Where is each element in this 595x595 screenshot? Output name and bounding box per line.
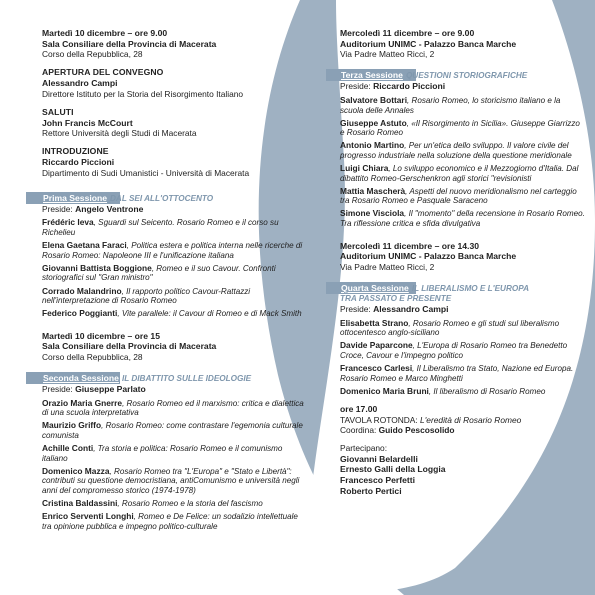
chair-label: Preside: — [340, 304, 371, 315]
apertura-name: Alessandro Campi — [42, 78, 118, 89]
chair-label: Preside: — [42, 384, 73, 395]
talk-entry — [42, 399, 304, 418]
intro-heading: INTRODUZIONE — [42, 146, 109, 157]
speaker-name: Simone Visciola — [340, 208, 405, 219]
talk-title: , Tra storia e politica: Rosario Romeo e il comunismo italiano — [42, 444, 283, 463]
chair-name: Giuseppe Parlato — [75, 384, 146, 395]
talk-title: , Per un'etica dello sviluppo. Il valore civile del progresso industriale nella soluzione della questione meridionale — [340, 141, 572, 160]
session-2-label: Seconda Sessione — [43, 373, 119, 384]
session-1-theme: DAL SEI ALL'OTTOCENTO — [110, 193, 214, 203]
session-3-talks — [340, 96, 585, 229]
day1b-venue: Sala Consiliare della Provincia di Macerata — [42, 341, 217, 352]
tavola-coordinator — [340, 425, 585, 435]
day1b-date: Martedì 10 dicembre – ore 15 — [42, 330, 160, 341]
session-4-header — [340, 282, 585, 294]
speaker-name: Corrado Malandrino — [42, 285, 122, 296]
tavola-title: L'eredità di Rosario Romeo — [417, 414, 522, 425]
talk-entry — [340, 119, 585, 138]
talk-title: , «Il Risorgimento in Sicilia». Giuseppe Giarrizzo e Rosario Romeo — [340, 118, 580, 138]
intro-name: Riccardo Piccioni — [42, 157, 115, 168]
speaker-name: Enrico Serventi Longhi — [42, 511, 134, 522]
talk-entry — [42, 264, 304, 283]
session-4-label: Quarta Sessione — [341, 283, 409, 294]
session-2-header — [42, 372, 304, 384]
talk-entry — [42, 218, 304, 237]
participant-name: Giovanni Belardelli — [340, 453, 418, 464]
chair-label: Preside: — [340, 81, 371, 92]
saluti-role: Rettore Università degli Studi di Macerata — [42, 128, 197, 139]
coord-label: Coordina: — [340, 425, 377, 436]
session-1-header — [42, 192, 304, 204]
apertura-role: Direttore Istituto per la Storia del Risorgimento Italiano — [42, 88, 244, 99]
day2b-date: Mercoledì 11 dicembre – ore 14.30 — [340, 240, 480, 251]
speaker-name: Elisabetta Strano — [340, 317, 409, 328]
talk-title: , Rosario Romeo tra "L'Europa" e "Stato e Libertà": contributi su questione democristiana, antiComunismo e università negli anni del compromesso storico (1974-1978) — [42, 466, 300, 496]
day1-venue: Sala Consiliare della Provincia di Macerata — [42, 38, 217, 49]
tavola-line — [340, 415, 585, 425]
day2-address: Via Padre Matteo Ricci, 2 — [340, 49, 435, 60]
day2b-address: Via Padre Matteo Ricci, 2 — [340, 261, 435, 272]
day2b-venue: Auditorium UNIMC - Palazzo Banca Marche — [340, 251, 517, 262]
talk-entry — [42, 444, 304, 463]
talk-entry — [340, 96, 585, 115]
speaker-name: Achille Conti — [42, 443, 94, 454]
session-3-label: Terza Sessione — [341, 70, 403, 81]
apertura-heading: APERTURA DEL CONVEGNO — [42, 67, 164, 78]
participant-name: Roberto Pertici — [340, 485, 402, 496]
speaker-name: Maurizio Griffo — [42, 420, 102, 431]
talk-title: , Romeo e il suo Cavour. Confronti storiografici sul "Gran ministro" — [42, 263, 276, 283]
talk-title: , Lo sviluppo economico e il Mezzogiorno d'Italia. Dal dibattito Romeo-Gerschenkron agli storici "revisionisti — [340, 164, 579, 183]
session-1-chair — [42, 204, 304, 215]
session-4-theme-line2: TRA PASSATO E PRESENTE — [340, 294, 452, 304]
talk-title: , Vite parallele: il Cavour di Romeo e di Mack Smith — [117, 309, 302, 319]
intro-role: Dipartimento di Sudi Umanistici - Università di Macerata — [42, 167, 250, 178]
talk-entry — [42, 421, 304, 440]
session-3-chair — [340, 81, 585, 92]
day1-date: Martedì 10 dicembre – ore 9.00 — [42, 28, 168, 38]
talk-entry — [42, 287, 304, 306]
session-2-talks — [42, 399, 304, 532]
session-2-chair — [42, 384, 304, 395]
session-4-talks — [340, 319, 585, 397]
speaker-name: Orazio Maria Gnerre — [42, 397, 123, 408]
program-left-column — [42, 28, 304, 531]
speaker-name: Elena Gaetana Faraci — [42, 240, 127, 251]
day1b-address: Corso della Repubblica, 28 — [42, 351, 143, 362]
speaker-name: Mattia Mascherà — [340, 185, 406, 196]
talk-entry — [42, 309, 304, 319]
speaker-name: Salvatore Bottari — [340, 94, 408, 105]
session-3-theme: QUESTIONI STORIOGRAFICHE — [405, 71, 528, 81]
talk-entry — [42, 499, 304, 509]
participants-list — [340, 454, 585, 496]
speaker-name: Cristina Baldassini — [42, 498, 118, 509]
talk-title: , Rosario Romeo e gli studi sul liberalismo ottocentesco anglo-siciliano — [340, 318, 560, 338]
talk-entry — [42, 241, 304, 260]
speaker-name: Davide Paparcone — [340, 340, 413, 351]
talk-entry — [42, 512, 304, 531]
tavola-label: TAVOLA ROTONDA: — [340, 414, 418, 425]
talk-title: , Politica estera e politica interna nelle ricerche di Rosario Romeo: Napoleone III e l'unificazione italiana — [42, 241, 303, 260]
speaker-name: Domenico Mazza — [42, 465, 110, 476]
chair-name: Angelo Ventrone — [75, 203, 144, 214]
talk-entry — [340, 141, 585, 160]
talk-entry — [340, 209, 585, 228]
session-1-talks — [42, 218, 304, 318]
day2-venue: Auditorium UNIMC - Palazzo Banca Marche — [340, 38, 517, 49]
talk-title: , L'Europa di Rosario Romeo tra Benedetto Croce, Cavour e l'impegno politico — [340, 341, 568, 360]
participant-name: Ernesto Galli della Loggia — [340, 464, 446, 475]
talk-title: , Aspetti del nuovo meridionalismo nel carteggio tra Rosario Romeo e Pasquale Saraceno — [340, 186, 577, 206]
saluti-heading: SALUTI — [42, 106, 74, 117]
talk-entry — [340, 187, 585, 206]
speaker-name: Federico Poggianti — [42, 308, 118, 319]
talk-entry — [340, 319, 585, 338]
talk-title: , Il liberalismo di Rosario Romeo — [428, 386, 546, 396]
talk-entry — [340, 164, 585, 183]
session-4-chair — [340, 304, 585, 315]
speaker-name: Giuseppe Astuto — [340, 117, 407, 128]
day2-date: Mercoledì 11 dicembre – ore 9.00 — [340, 28, 475, 38]
participant-name: Francesco Perfetti — [340, 474, 415, 485]
talk-title: , Il "momento" della recensione in Rosario Romeo. Tra riflessione critica e sfida divulgativa — [340, 209, 585, 229]
speaker-name: Frédéric Ieva — [42, 217, 94, 228]
chair-name: Alessandro Campi — [373, 304, 449, 315]
talk-entry — [340, 341, 585, 360]
saluti-name: John Francis McCourt — [42, 117, 133, 128]
talk-title: , Il Liberalismo tra Stato, Nazione ed Europa. Rosario Romeo e Marco Minghetti — [340, 363, 574, 383]
speaker-name: Giovanni Battista Boggione — [42, 262, 152, 273]
talk-title: , Sguardi sul Seicento. Rosario Romeo e il corso su Richelieu — [42, 218, 279, 238]
speaker-name: Antonio Martino — [340, 140, 405, 151]
talk-entry — [42, 467, 304, 496]
talk-title: , Romeo e De Felice: un sodalizio intellettuale tra opinione pubblica e impegno politico-culturale — [42, 512, 298, 531]
session-2-theme: IL DIBATTITO SULLE IDEOLOGIE — [121, 374, 252, 384]
talk-title: , Rosario Romeo, lo storicismo italiano e la scuola delle Annales — [340, 95, 561, 115]
chair-name: Riccardo Piccioni — [373, 81, 446, 92]
talk-title: , Rosario Romeo: come contrastare l'egemonia culturale comunista — [42, 421, 303, 441]
day1-address: Corso della Repubblica, 28 — [42, 49, 143, 60]
talk-entry — [340, 364, 585, 383]
coord-name: Guido Pescosolido — [378, 425, 455, 436]
speaker-name: Francesco Carlesi — [340, 362, 413, 373]
session-3-header — [340, 69, 585, 81]
chair-label: Preside: — [42, 203, 73, 214]
session-1-label: Prima Sessione — [43, 192, 108, 203]
session-4-theme: IL LIBERALISMO E L'EUROPA — [411, 284, 530, 294]
speaker-name: Luigi Chiara — [340, 163, 389, 174]
talk-title: , Il rapporto politico Cavour-Rattazzi nell'interpretazione di Rosario Romeo — [42, 286, 251, 306]
tavola-time: ore 17.00 — [340, 404, 378, 415]
talk-title: , Rosario Romeo ed il marxismo: critica e dialettica di una scuola interpretativa — [42, 398, 304, 418]
participants-label: Partecipano: — [340, 443, 388, 454]
talk-entry — [340, 387, 585, 397]
speaker-name: Domenico Maria Bruni — [340, 385, 429, 396]
program-right-column — [340, 28, 585, 496]
talk-title: , Rosario Romeo e la storia del fascismo — [117, 499, 263, 509]
